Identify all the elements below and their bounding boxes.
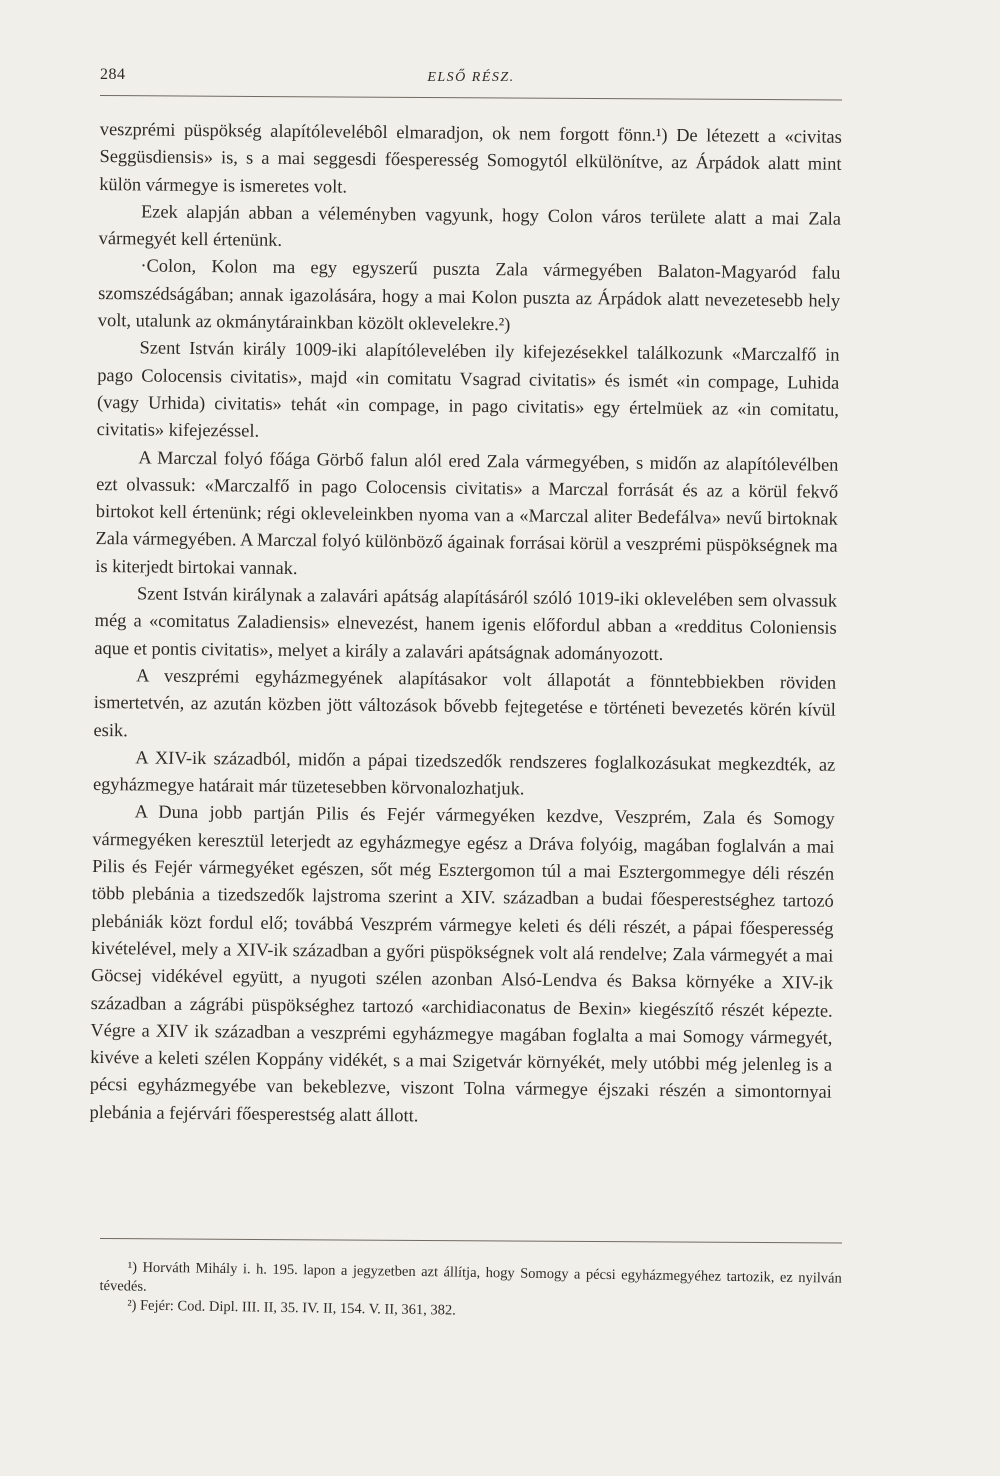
footnote: ¹) Horváth Mihály i. h. 195. lapon a jegyzetben azt állítja, hogy Somogy a pécsi egyházmegyéhez tartozik, ez nyilván tévedés.: [99, 1259, 842, 1295]
paragraph: Szent István király 1009-iki alapítólevelében ily kifejezésekkel találkozunk «Marczalfő in pago Colocensis civitatis», majd «in comitatu Vsagrad civitatis» és ismét «in compage, Luhida (vagy Urhida) civitatis» tehát «in compage, in pago civitatis» egy értelmüek az «in comitatu, civitatis» kifejezéssel.: [96, 337, 840, 441]
page-header: [100, 62, 842, 90]
paragraph: A Duna jobb partján Pilis és Fejér vármegyéken kezdve, Veszprém, Zala és Somogy vármegyéken keresztül leterjedt az egyházmegye egész a Dráva folyóig, magában foglalván a mai Pilis és Fejér vármegyéket egészen, sőt még Esztergomon túl a mai Esztergommegye déli részén több plebánia a tizedszedők lajstroma szerint a XIV. században a budai főesperestséghez tartozó plebániák közt fordul elő; továbbá Veszprém vármegye keleti és déli részét, a pápai főesperesség kivételével, mely a XIV-ik században a győri püspökségnek volt alá rendelve; Zala vármegyét a mai Göcsej vidékével együtt, a nyugoti szélen azonban Alsó-Lendva és Baksa környéke a XIV-ik században a zágrábi püspökséghez tartozó «archidiaconatus de Bexin» kiegészítő részét képezte. Végre a XIV ik században a veszprémi egyházmegye magában foglalta a mai Somogy vármegyét, kivéve a keleti szélen Koppány vidékét, s a mai Szigetvár környékét, mely utóbbi még jelenleg is a pécsi egyházmegyébe van bekeblezve, viszont Tolna vármegye éjszaki részén a simontornyai plebánia a fejérvári főesperestség alatt állott.: [89, 801, 835, 1126]
paragraph: A veszprémi egyházmegyének alapításakor volt állapotát a fönntebbiekben röviden ismertetvén, az azután közben jött változások bővebb fejtegetése e történeti bevezetés körén kívül esik.: [93, 665, 837, 740]
paragraph: A Marczal folyó főága Görbő falun alól ered Zala vármegyében, s midőn az alapítólevélben ezt olvassuk: «Marczalfő in pago Colocensis civitatis» a Marczal forrását és az a körül fekvő birtokot kell értenünk; régi okleveleinkben nyoma van a «Marczal aliter Bedefálva» nevű birtoknak Zala vármegyében. A Marczal folyó különböző ágainak forrásai körül a veszprémi püspökségnek ma is kiterjedt birtokai vannak.: [95, 446, 839, 578]
footnotes: [99, 1258, 842, 1327]
footnote: ²) Fejér: Cod. Dipl. III. II, 35. IV. II, 154. V. II, 361, 382.: [127, 1297, 456, 1319]
main-text: [89, 116, 842, 1134]
paragraph: A XIV-ik századból, midőn a pápai tizedszedők rendszeres foglalkozásukat megkezdték, az egyházmegye határait már tüzetesebben körvonalozhatjuk.: [92, 747, 836, 799]
paragraph: veszprémi püspökség alapítólevelébôl elmaradjon, ok nem forgott fönn.¹) De létezett a «civitas Seggüsdiensis» is, s a mai seggesdi főesperesség Somogytól elkülönítve, az Árpádok alatt mint külön vármegye is ismeretes volt.: [99, 118, 842, 197]
header-rule: [100, 95, 842, 101]
paragraph: Ezek alapján abban a véleményben vagyunk, hogy Colon város területe alatt a mai Zala vármegyét kell értenünk.: [98, 201, 842, 251]
page-number: 284: [100, 66, 126, 83]
paragraph: Szent István királynak a zalavári apátság alapításáról szóló 1019-iki oklevelében sem olvassuk még a «comitatus Zaladiensis» elnevezést, hanem igenis előfordul abban a «redditus Coloniensis aque et pontis civitatis», melyet a király a zalavári apátságnak adományozott.: [94, 583, 838, 664]
footnote-rule: [100, 1238, 842, 1244]
running-title: ELSŐ RÉSZ.: [427, 70, 515, 85]
paragraph: ·Colon, Kolon ma egy egyszerű puszta Zala vármegyében Balaton-Magyaród falu szomszédságában; annak igazolására, hogy a mai Kolon puszta az Árpádok alatt nevezetesebb hely volt, utalunk az okmánytárainkban közölt oklevelekre.²): [97, 255, 841, 335]
